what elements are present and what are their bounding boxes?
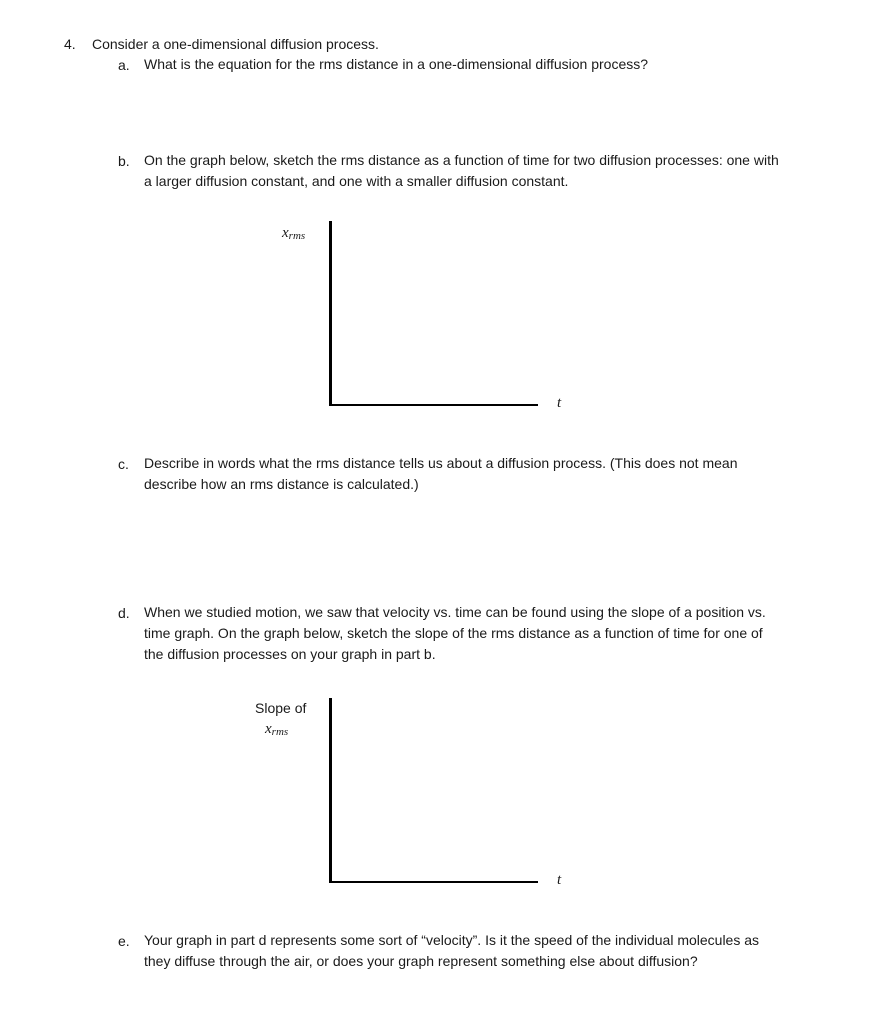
graph-2-y-axis — [329, 698, 332, 883]
graph-1-x-label: t — [557, 395, 562, 411]
part-d-text-line-1: When we studied motion, we saw that velocity vs. time can be found using the slope of a position vs. — [144, 604, 766, 620]
graph-2-y-label-sub: rms — [271, 726, 289, 738]
graph-1-y-axis — [329, 221, 332, 406]
part-a-text-line-1: What is the equation for the rms distance in a one-dimensional diffusion process? — [144, 56, 649, 72]
graph-2-y-label-var: x — [265, 721, 272, 737]
part-e-text-line-1: Your graph in part d represents some sort of “velocity”. Is it the speed of the individual molecules as — [144, 932, 760, 948]
graph-1-y-label — [282, 225, 305, 242]
part-a-label: a. — [118, 57, 130, 73]
graph-1-y-label-var: x — [282, 225, 289, 241]
graph-2-x-label: t — [557, 872, 562, 888]
part-b-label: b. — [118, 153, 130, 169]
graph-1-y-label-sub: rms — [288, 230, 306, 242]
graph-2-y-label — [265, 721, 288, 738]
graph-1-x-axis — [329, 404, 538, 407]
part-c-text-line-2: describe how an rms distance is calculated.) — [144, 476, 419, 492]
part-b-text-line-2: a larger diffusion constant, and one with a smaller diffusion constant. — [144, 173, 569, 189]
part-c-label: c. — [118, 456, 129, 472]
question-number: 4. — [64, 36, 76, 52]
part-e-text-line-2: they diffuse through the air, or does your graph represent something else about diffusion? — [144, 953, 698, 969]
part-d-text-line-3: the diffusion processes on your graph in part b. — [144, 646, 436, 662]
part-b-text-line-1: On the graph below, sketch the rms distance as a function of time for two diffusion processes: one with — [144, 152, 779, 168]
part-d-text-line-2: time graph. On the graph below, sketch the slope of the rms distance as a function of time for one of — [144, 625, 763, 641]
question-prompt: Consider a one-dimensional diffusion process. — [92, 36, 379, 52]
part-d-label: d. — [118, 605, 130, 621]
graph-2-y-label-prefix: Slope of — [255, 700, 307, 716]
graph-2-x-axis — [329, 881, 538, 884]
part-e-label: e. — [118, 933, 130, 949]
part-c-text-line-1: Describe in words what the rms distance tells us about a diffusion process. (This does not mean — [144, 455, 738, 471]
